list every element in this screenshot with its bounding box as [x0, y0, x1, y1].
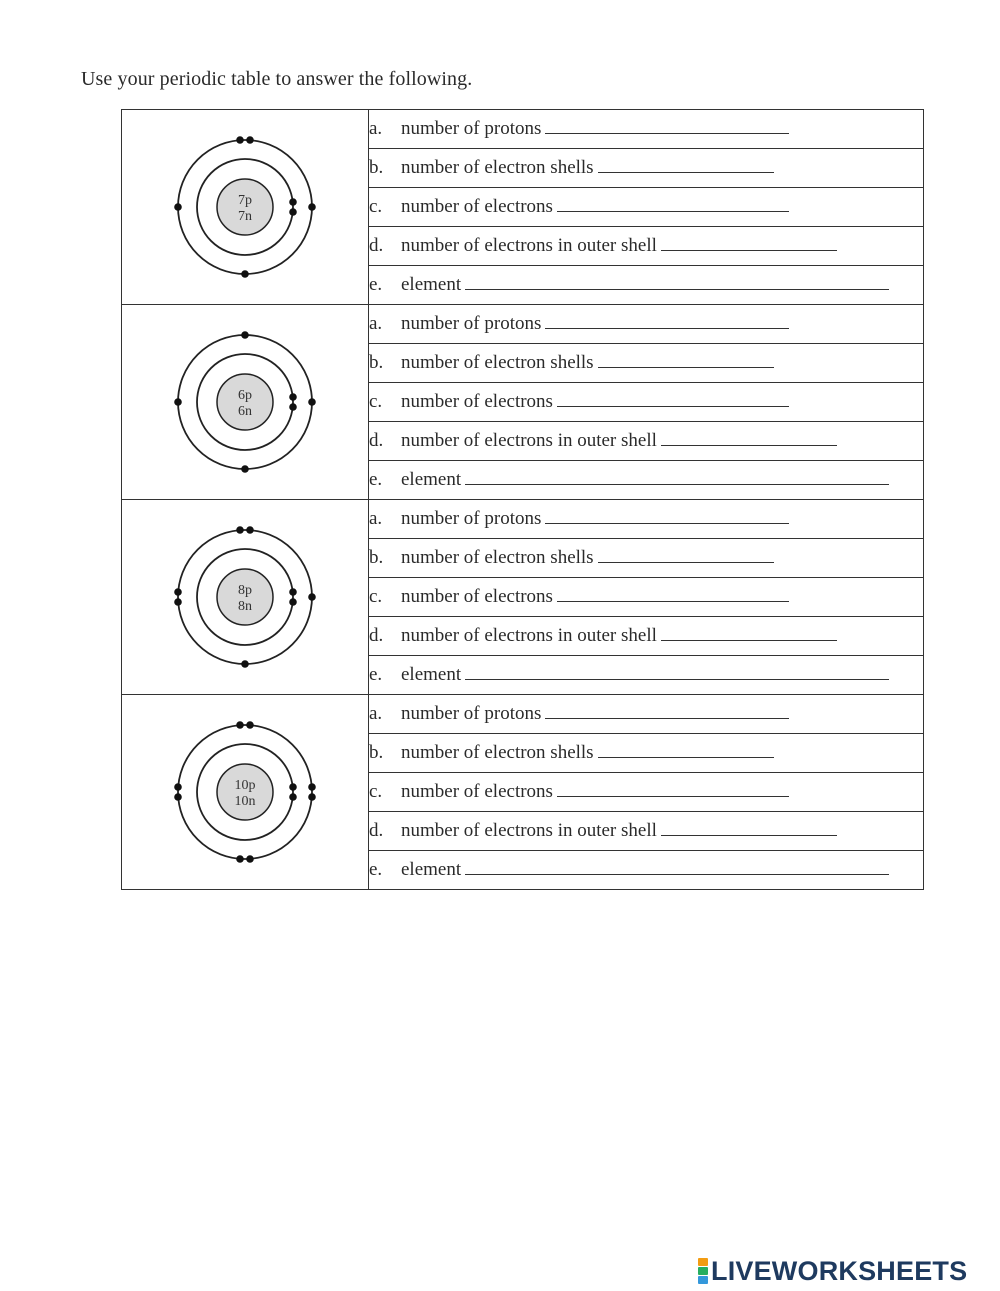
question-a [369, 110, 924, 149]
question-d [369, 227, 924, 266]
atom-row-3 [122, 500, 924, 539]
bohr-model-atom-1 [170, 132, 320, 282]
answer-blank-shells[interactable] [598, 366, 774, 368]
question-text: number of electron shells [401, 157, 594, 178]
bohr-model-atom-3 [170, 522, 320, 672]
question-d [369, 812, 924, 851]
question-b [369, 344, 924, 383]
logo-cubes-icon [698, 1258, 708, 1284]
question-letter: c. [369, 781, 383, 802]
electron [174, 598, 182, 606]
electron [236, 526, 244, 534]
electron [236, 136, 244, 144]
electron [241, 270, 249, 278]
nucleus-neutrons: 7n [238, 209, 252, 224]
question-text: element [401, 274, 462, 295]
question-text: number of electrons in outer shell [401, 235, 657, 256]
question-text: number of protons [401, 313, 542, 334]
answer-blank-outer-shell[interactable] [661, 444, 837, 446]
electron [308, 398, 316, 406]
answer-blank-electrons[interactable] [557, 405, 789, 407]
electron [246, 721, 254, 729]
answer-blank-element[interactable] [465, 678, 889, 680]
answer-blank-element[interactable] [465, 483, 889, 485]
bohr-model-atom-4 [170, 717, 320, 867]
question-letter: a. [369, 703, 383, 724]
question-text: number of electrons [401, 781, 553, 802]
answer-blank-electrons[interactable] [557, 795, 789, 797]
electron [289, 198, 297, 206]
electron [308, 783, 316, 791]
question-text: number of protons [401, 703, 542, 724]
question-letter: e. [369, 859, 383, 880]
nucleus-protons: 8p [238, 583, 252, 598]
electron [289, 783, 297, 791]
question-c [369, 773, 924, 812]
nucleus-protons: 7p [238, 193, 252, 208]
electron [246, 526, 254, 534]
question-d [369, 422, 924, 461]
electron [241, 331, 249, 339]
electron [246, 855, 254, 863]
logo-cube [698, 1276, 708, 1284]
question-text: number of electrons in outer shell [401, 625, 657, 646]
question-b [369, 734, 924, 773]
atom-row-1 [122, 110, 924, 149]
atom-diagram-cell [122, 500, 369, 695]
question-letter: d. [369, 235, 384, 256]
nucleus-neutrons: 6n [238, 404, 252, 419]
question-a [369, 695, 924, 734]
answer-blank-shells[interactable] [598, 561, 774, 563]
answer-blank-outer-shell[interactable] [661, 249, 837, 251]
logo-cube [698, 1267, 708, 1275]
question-c [369, 578, 924, 617]
question-text: element [401, 469, 462, 490]
logo-text: LIVEWORKSHEETS [711, 1255, 968, 1286]
question-e [369, 851, 924, 890]
question-e [369, 461, 924, 500]
electron [289, 598, 297, 606]
electron [174, 398, 182, 406]
electron [308, 793, 316, 801]
answer-blank-electrons[interactable] [557, 210, 789, 212]
question-text: number of protons [401, 118, 542, 139]
question-letter: a. [369, 118, 383, 139]
question-letter: c. [369, 586, 383, 607]
atom-row-2 [122, 305, 924, 344]
question-letter: b. [369, 742, 384, 763]
bohr-model-atom-2 [170, 327, 320, 477]
question-letter: c. [369, 391, 383, 412]
question-b [369, 149, 924, 188]
question-letter: e. [369, 469, 383, 490]
atom-diagram-cell [122, 695, 369, 890]
electron [289, 793, 297, 801]
electron [236, 855, 244, 863]
answer-blank-protons[interactable] [545, 132, 789, 134]
answer-blank-outer-shell[interactable] [661, 834, 837, 836]
question-letter: a. [369, 508, 383, 529]
electron [289, 403, 297, 411]
question-a [369, 500, 924, 539]
answer-blank-shells[interactable] [598, 756, 774, 758]
question-letter: e. [369, 274, 383, 295]
answer-blank-element[interactable] [465, 288, 889, 290]
nucleus-neutrons: 8n [238, 599, 252, 614]
liveworksheets-logo[interactable] [698, 1254, 967, 1288]
question-letter: c. [369, 196, 383, 217]
electron [174, 793, 182, 801]
instruction-text: Use your periodic table to answer the following. [81, 68, 473, 90]
answer-blank-protons[interactable] [545, 717, 789, 719]
answer-blank-protons[interactable] [545, 327, 789, 329]
question-e [369, 266, 924, 305]
question-letter: d. [369, 430, 384, 451]
answer-blank-shells[interactable] [598, 171, 774, 173]
atom-row-4 [122, 695, 924, 734]
electron [241, 660, 249, 668]
electron [241, 465, 249, 473]
electron [289, 393, 297, 401]
question-d [369, 617, 924, 656]
question-text: number of electrons [401, 196, 553, 217]
question-text: number of electrons in outer shell [401, 430, 657, 451]
nucleus-protons: 10p [234, 778, 256, 793]
question-letter: d. [369, 820, 384, 841]
question-text: number of electrons in outer shell [401, 820, 657, 841]
question-text: number of electron shells [401, 547, 594, 568]
nucleus-neutrons: 10n [234, 794, 256, 809]
question-e [369, 656, 924, 695]
electron [174, 203, 182, 211]
question-text: number of electrons [401, 391, 553, 412]
electron [308, 593, 316, 601]
electron [289, 208, 297, 216]
answer-blank-outer-shell[interactable] [661, 639, 837, 641]
question-c [369, 383, 924, 422]
answer-blank-electrons[interactable] [557, 600, 789, 602]
electron [236, 721, 244, 729]
electron [289, 588, 297, 596]
electron [308, 203, 316, 211]
question-letter: b. [369, 352, 384, 373]
nucleus-protons: 6p [238, 388, 252, 403]
question-letter: a. [369, 313, 383, 334]
answer-blank-element[interactable] [465, 873, 889, 875]
question-text: element [401, 859, 462, 880]
question-letter: d. [369, 625, 384, 646]
question-b [369, 539, 924, 578]
question-letter: e. [369, 664, 383, 685]
electron [174, 783, 182, 791]
question-letter: b. [369, 157, 384, 178]
question-text: element [401, 664, 462, 685]
electron [174, 588, 182, 596]
question-a [369, 305, 924, 344]
electron [246, 136, 254, 144]
question-text: number of electron shells [401, 742, 594, 763]
answer-blank-protons[interactable] [545, 522, 789, 524]
worksheet-table [121, 109, 924, 890]
question-text: number of protons [401, 508, 542, 529]
question-text: number of electron shells [401, 352, 594, 373]
question-c [369, 188, 924, 227]
logo-cube [698, 1258, 708, 1266]
question-text: number of electrons [401, 586, 553, 607]
atom-diagram-cell [122, 110, 369, 305]
question-letter: b. [369, 547, 384, 568]
atom-diagram-cell [122, 305, 369, 500]
